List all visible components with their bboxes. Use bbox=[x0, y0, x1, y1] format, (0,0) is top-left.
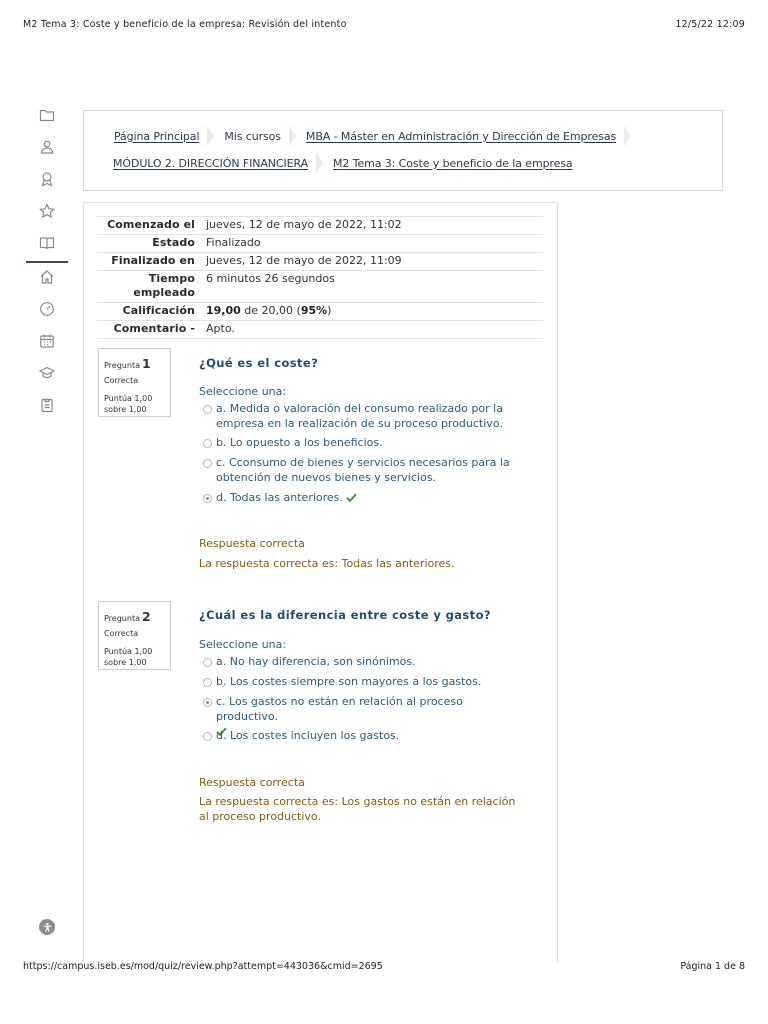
summary-row-grade bbox=[97, 302, 543, 320]
summary-label-line: empleado bbox=[133, 286, 195, 299]
attempt-summary-table bbox=[97, 216, 543, 339]
question-grade-line: sobre 1,00 bbox=[104, 405, 147, 414]
summary-label: Estado bbox=[152, 236, 195, 249]
summary-value: jueves, 12 de mayo de 2022, 11:09 bbox=[206, 254, 402, 267]
breadcrumb-topic-link[interactable]: M2 Tema 3: Coste y beneficio de la empresa bbox=[333, 156, 573, 170]
summary-row-finished bbox=[97, 252, 543, 270]
question-grade-line: Puntúa 1,00 bbox=[104, 647, 153, 656]
folder-icon[interactable] bbox=[36, 104, 58, 126]
breadcrumb-module-link[interactable]: MÓDULO 2. DIRECCIÓN FINANCIERA bbox=[113, 156, 309, 170]
summary-value: jueves, 12 de mayo de 2022, 11:02 bbox=[206, 218, 402, 231]
radio-button-checked[interactable] bbox=[203, 698, 212, 707]
feedback-text: La respuesta correcta es: Todas las anteriores. bbox=[199, 557, 455, 570]
question-number: 2 bbox=[141, 609, 151, 624]
feedback-text: La respuesta correcta es: Los gastos no están en relación al proceso productivo. bbox=[199, 795, 516, 823]
question-info-box bbox=[98, 348, 171, 417]
answer-text: d. Todas las anteriores. bbox=[216, 491, 343, 504]
radio-button[interactable] bbox=[203, 658, 212, 667]
grade-score: 19,00 bbox=[206, 304, 241, 317]
home-icon[interactable] bbox=[36, 266, 58, 288]
summary-row-time bbox=[97, 270, 543, 302]
question-text: ¿Cuál es la diferencia entre coste y gasto? bbox=[199, 608, 491, 622]
gauge-icon[interactable] bbox=[36, 298, 58, 320]
radio-button-checked[interactable] bbox=[203, 494, 212, 503]
summary-value bbox=[197, 303, 331, 320]
answer-text: c. Los gastos no están en relación al proceso productivo. bbox=[216, 695, 463, 723]
clipboard-icon[interactable] bbox=[36, 394, 58, 416]
summary-label bbox=[97, 271, 197, 302]
breadcrumb bbox=[83, 110, 723, 191]
question-text: ¿Qué es el coste? bbox=[199, 356, 319, 370]
answer-text: c. Cconsumo de bienes y servicios necesarios para la obtención de nuevos bienes y servicios. bbox=[216, 456, 510, 484]
rail-active-divider bbox=[26, 261, 68, 263]
correct-check-icon bbox=[346, 491, 357, 500]
question-prompt: Seleccione una: bbox=[199, 638, 287, 651]
users-icon[interactable] bbox=[36, 136, 58, 158]
answer-text: a. Medida o valoración del consumo realizado por la empresa en la realización de su proceso productivo. bbox=[216, 402, 503, 430]
radio-button[interactable] bbox=[203, 439, 212, 448]
answer-option[interactable] bbox=[203, 654, 513, 669]
summary-label: Comenzado el bbox=[107, 218, 195, 231]
answer-text: b. Lo opuesto a los beneficios. bbox=[216, 436, 383, 449]
answer-option[interactable] bbox=[203, 674, 513, 689]
badge-icon[interactable] bbox=[36, 168, 58, 190]
summary-value: 6 minutos 26 segundos bbox=[206, 272, 335, 285]
radio-button[interactable] bbox=[203, 405, 212, 414]
answer-option[interactable] bbox=[203, 455, 513, 485]
answer-text: a. No hay diferencia, son sinónimos. bbox=[216, 655, 416, 668]
print-page-title: M2 Tema 3: Coste y beneficio de la empresa: Revisión del intento bbox=[23, 19, 347, 30]
grade-percent: 95% bbox=[300, 304, 328, 317]
print-url: https://campus.iseb.es/mod/quiz/review.php?attempt=443036&cmid=2695 bbox=[23, 961, 383, 972]
question-prompt: Seleccione una: bbox=[199, 385, 287, 398]
question-number: 1 bbox=[141, 356, 151, 371]
question-info-box bbox=[98, 601, 171, 670]
answer-option[interactable] bbox=[203, 728, 513, 743]
answer-option[interactable] bbox=[203, 435, 513, 450]
question-grade bbox=[104, 393, 165, 415]
breadcrumb-row-2 bbox=[113, 152, 573, 174]
question-state: Correcta bbox=[104, 376, 139, 385]
print-datetime: 12/5/22 12:09 bbox=[675, 19, 745, 30]
book-icon[interactable] bbox=[36, 232, 58, 254]
summary-label: Comentario - bbox=[113, 322, 195, 335]
answer-text: b. Los costes siempre son mayores a los gastos. bbox=[216, 675, 482, 688]
print-page-number: Página 1 de 8 bbox=[680, 961, 745, 972]
summary-label: Finalizado en bbox=[111, 254, 195, 267]
question-state: Correcta bbox=[104, 629, 139, 638]
grade-of: de 20,00 ( bbox=[240, 304, 301, 317]
grade-close: ) bbox=[327, 304, 332, 317]
breadcrumb-row-1 bbox=[114, 125, 641, 147]
answer-option[interactable] bbox=[203, 401, 513, 431]
print-header bbox=[23, 19, 745, 33]
answer-option-selected[interactable] bbox=[203, 490, 513, 505]
radio-button[interactable] bbox=[203, 459, 212, 468]
summary-label: Calificación bbox=[122, 304, 195, 317]
feedback-title: Respuesta correcta bbox=[199, 776, 305, 789]
accessibility-icon[interactable] bbox=[39, 919, 55, 935]
summary-label-line: Tiempo bbox=[148, 272, 195, 285]
breadcrumb-separator bbox=[207, 126, 214, 146]
feedback-title: Respuesta correcta bbox=[199, 537, 305, 550]
summary-comment-value: Apto. bbox=[206, 322, 235, 335]
radio-button[interactable] bbox=[203, 732, 212, 741]
breadcrumb-separator bbox=[289, 126, 296, 146]
question-grade-line: sobre 1,00 bbox=[104, 658, 147, 667]
breadcrumb-separator bbox=[624, 126, 631, 146]
summary-row-comment bbox=[97, 320, 543, 339]
summary-row-started bbox=[97, 216, 543, 234]
question-grade bbox=[104, 646, 165, 668]
breadcrumb-home-link[interactable]: Página Principal bbox=[114, 129, 200, 143]
question-label: Pregunta bbox=[104, 614, 140, 623]
question-grade-line: Puntúa 1,00 bbox=[104, 394, 153, 403]
calendar-icon[interactable] bbox=[36, 330, 58, 352]
question-label: Pregunta bbox=[104, 361, 140, 370]
radio-button[interactable] bbox=[203, 678, 212, 687]
answer-text: d. Los costes incluyen los gastos. bbox=[216, 729, 400, 742]
breadcrumb-course-link[interactable]: MBA - Máster en Administración y Dirección de Empresas bbox=[305, 129, 617, 143]
graduation-cap-icon[interactable] bbox=[36, 362, 58, 384]
print-footer bbox=[23, 961, 745, 975]
summary-row-state bbox=[97, 234, 543, 252]
summary-value: Finalizado bbox=[206, 236, 261, 249]
breadcrumb-separator bbox=[316, 153, 323, 173]
breadcrumb-my-courses-link[interactable]: Mis cursos bbox=[224, 129, 281, 143]
star-icon[interactable] bbox=[36, 200, 58, 222]
